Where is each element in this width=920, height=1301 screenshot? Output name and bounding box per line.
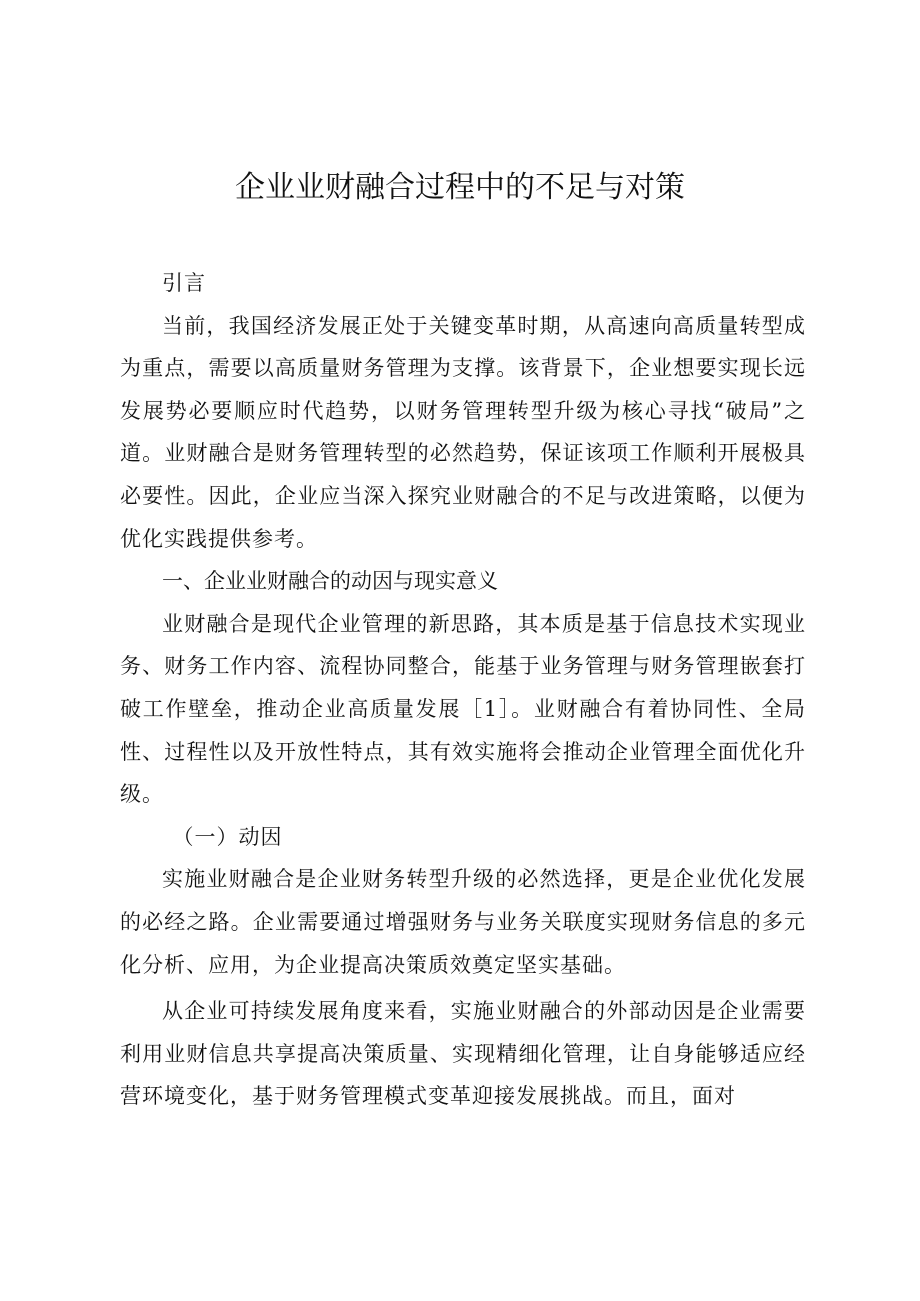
section-1-paragraph: 业财融合是现代企业管理的新思路，其本质是基于信息技术实现业务、财务工作内容、流程协同整合，能基于业务管理与财务管理嵌套打破工作壁垒，推动企业高质量发展［1］。业财融合有着协同性、全局性、过程性以及开放性特点，其有效实施将会推动企业管理全面优化升级。 bbox=[120, 611, 806, 807]
intro-paragraph: 当前，我国经济发展正处于关键变革时期，从高速向高质量转型成为重点，需要以高质量财务管理为支撑。该背景下，企业想要实现长远发展势必要顺应时代趋势，以财务管理转型升级为核心寻找“破局”之道。业财融合是财务管理转型的必然趋势，保证该项工作顺利开展极具必要性。因此，企业应当深入探究业财融合的不足与改进策略，以便为优化实践提供参考。 bbox=[120, 313, 806, 551]
intro-label: 引言 bbox=[162, 271, 206, 295]
document-body bbox=[120, 262, 806, 1118]
subsection-1-paragraph-2: 从企业可持续发展角度来看，实施业财融合的外部动因是企业需要利用业财信息共享提高决策质量、实现精细化管理，让自身能够适应经营环境变化，基于财务管理模式变革迎接发展挑战。而且，面对 bbox=[120, 999, 806, 1109]
section-1-heading: 一、企业业财融合的动因与现实意义 bbox=[162, 569, 498, 594]
subsection-1-paragraph-1: 实施业财融合是企业财务转型升级的必然选择，更是企业优化发展的必经之路。企业需要通过增强财务与业务关联度实现财务信息的多元化分析、应用，为企业提高决策质效奠定坚实基础。 bbox=[120, 867, 806, 977]
subsection-1-heading: （一）动因 bbox=[172, 824, 283, 849]
document-title: 企业业财融合过程中的不足与对策 bbox=[235, 170, 685, 205]
